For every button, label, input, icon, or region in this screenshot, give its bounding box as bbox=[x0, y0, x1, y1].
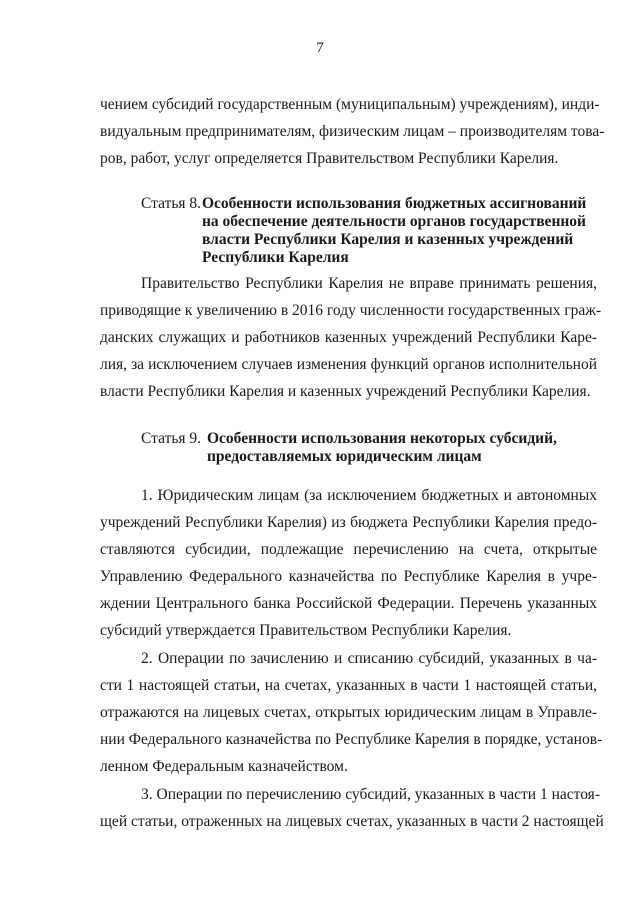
text-line: видуальным предпринимателям, физическим лицам – производителям това- bbox=[100, 123, 605, 140]
text-line: сти 1 настоящей статьи, на счетах, указанных в части 1 настоящей статьи, bbox=[100, 677, 597, 694]
article-8-title-line: власти Республики Карелия и казенных учреждений bbox=[202, 231, 574, 248]
text-line: чением субсидий государственным (муниципальным) учреждениям), инди- bbox=[100, 96, 600, 113]
article-9-title-line: предоставляемых юридическим лицам bbox=[207, 448, 482, 465]
text-line: ставляются субсидии, подлежащие перечислению на счета, открытые bbox=[100, 541, 597, 558]
text-line: 2. Операции по зачислению и списанию субсидий, указанных в ча- bbox=[141, 650, 597, 667]
text-line: Управлению Федерального казначейства по Республике Карелия в учре- bbox=[100, 568, 597, 585]
text-line: отражаются на лицевых счетах, открытых юридическим лицам в Управле- bbox=[100, 704, 597, 721]
article-8-title-line: Особенности использования бюджетных ассигнований bbox=[202, 195, 587, 212]
text-line: нии Федерального казначейства по Республике Карелия в порядке, установ- bbox=[100, 731, 603, 748]
text-line: 3. Операции по перечислению субсидий, указанных в части 1 настоя- bbox=[141, 786, 600, 803]
article-8-title-line: на обеспечение деятельности органов государственной bbox=[202, 213, 586, 230]
text-line: ров, работ, услуг определяется Правительством Республики Карелия. bbox=[100, 150, 559, 167]
text-line: 1. Юридическим лицам (за исключением бюджетных и автономных bbox=[141, 487, 597, 504]
page-number: 7 bbox=[316, 40, 324, 56]
text-line: щей статьи, отраженных на лицевых счетах, указанных в части 2 настоящей bbox=[100, 813, 604, 830]
article-8-label: Статья 8. bbox=[141, 195, 202, 212]
text-line: власти Республики Карелия и казенных учреждений Республики Карелия. bbox=[100, 383, 591, 400]
article-8-title-line: Республики Карелия bbox=[202, 249, 349, 266]
article-9-title-line: Особенности использования некоторых субсидий, bbox=[207, 430, 557, 447]
article-9-label: Статья 9. bbox=[141, 430, 202, 447]
text-line: Правительство Республики Карелия не вправе принимать решения, bbox=[141, 275, 597, 292]
text-line: субсидий утверждается Правительством Республики Карелия. bbox=[100, 622, 512, 639]
text-line: приводящие к увеличению в 2016 году численности государственных граж- bbox=[100, 302, 602, 319]
text-line: данских служащих и работников казенных учреждений Республики Каре- bbox=[100, 329, 597, 346]
text-line: учреждений Республики Карелия) из бюджета Республики Карелия предо- bbox=[100, 514, 597, 531]
text-line: ждении Центрального банка Российской Федерации. Перечень указанных bbox=[100, 595, 597, 612]
text-line: лия, за исключением случаев изменения функций органов исполнительной bbox=[100, 356, 597, 373]
text-line: ленном Федеральным казначейством. bbox=[100, 758, 348, 775]
